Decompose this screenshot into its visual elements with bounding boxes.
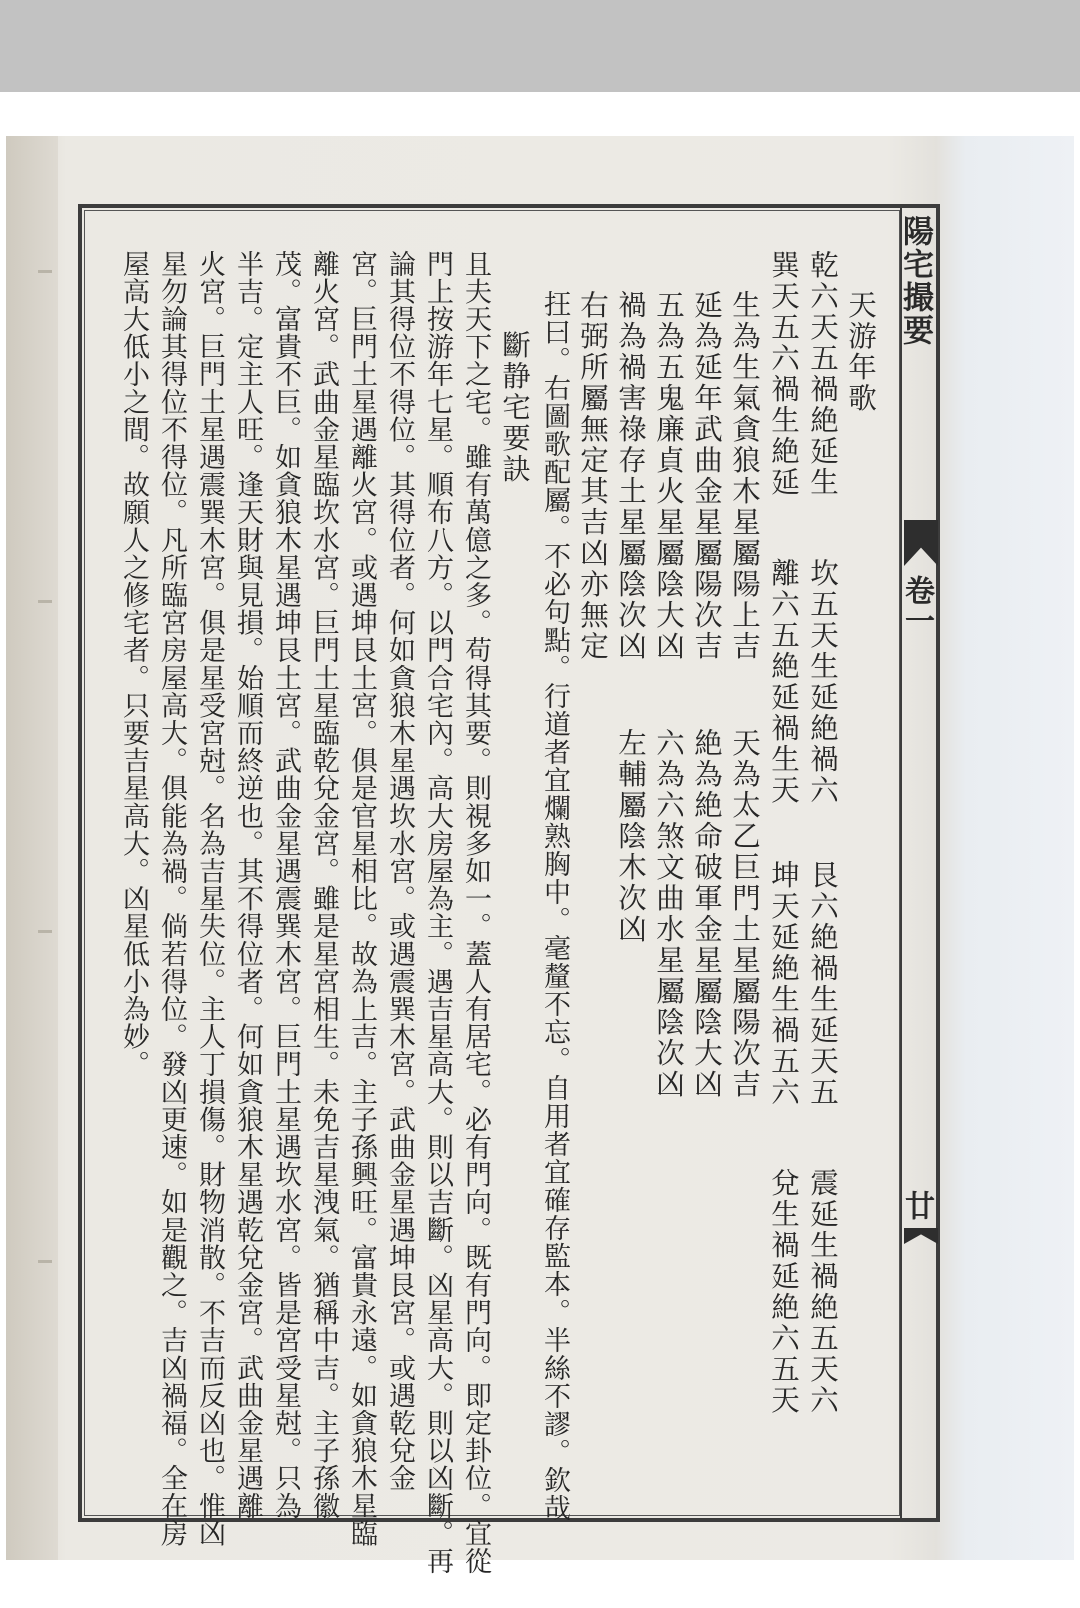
body-text-column: 屋高大低小之間。故願人之修宅者。只要吉星高大。凶星低小為妙。: [118, 250, 149, 1078]
table-cell: 離六五絶延禍生天: [767, 558, 800, 806]
text-line: 右弼所屬無定其吉凶亦無定: [576, 290, 609, 662]
table-cell: 震延生禍絶五天六: [806, 1168, 839, 1416]
section-heading: 斷静宅要訣: [498, 330, 531, 485]
table-cell: 巽天五六禍生絶延: [767, 250, 800, 498]
binding-stitch: [38, 600, 52, 603]
binding-stitch: [38, 1260, 52, 1263]
table-cell: 坎五天生延絶禍六: [806, 558, 839, 806]
body-text-column: 且夫天下之宅。雖有萬億之多。苟得其要。則視多如一。蓋人有居宅。必有門向。既有門向。即定卦位。宜從: [460, 250, 491, 1575]
text-line: 左輔屬陰木次凶: [614, 728, 647, 945]
body-text-column: 火宮。巨門土星遇震巽木宮。俱是星受宮尅。名為吉星失位。主人丁損傷。財物消散。不吉而反凶也。惟凶: [194, 250, 225, 1548]
body-text-column: 星勿論其得位不得位。凡所臨宮房屋高大。俱能為禍。倘若得位。發凶更速。如是觀之。吉凶禍福。全在房: [156, 250, 187, 1548]
text-line: 天為太乙巨門土星屬陽次吉: [728, 728, 761, 1100]
binding-spine: [6, 136, 58, 1560]
body-text-column: 宮。巨門土星遇離火宮。或遇坤艮土宮。俱是官星相比。故為上吉。主子孫興旺。富貴永遠。如貪狼木星臨: [346, 250, 377, 1548]
text-line: 禍為禍害祿存土星屬陰次凶: [614, 290, 647, 662]
table-cell: 乾六天五禍絶延生: [806, 250, 839, 498]
binding-stitch: [38, 270, 52, 273]
table-cell: 艮六絶禍生延天五: [806, 860, 839, 1108]
top-gray-band: [0, 0, 1080, 92]
text-line: 絶為絶命破軍金星屬陰大凶: [690, 728, 723, 1100]
juan-number: 卷一: [899, 575, 934, 635]
body-text-column: 茂。富貴不巨。如貪狼木星遇坤艮土宮。武曲金星遇震巽木宮。巨門土星遇坎水宮。皆是宮受星尅。只為: [270, 250, 301, 1520]
body-text-column: 論其得位不得位。其得位者。何如貪狼木星遇坎水宮。或遇震巽木宮。武曲金星遇坤艮宮。或遇乾兌金: [384, 250, 415, 1492]
folio-number: 廿: [899, 1190, 934, 1220]
body-text-column: 門上按游年七星。順布八方。以門合宅內。高大房屋為主。遇吉星高大。則以吉斷。凶星高大。則以凶斷。再: [422, 250, 453, 1575]
table-cell: 兌生禍延絶六五天: [767, 1168, 800, 1416]
body-text-column: 半吉。定主人旺。逢天財與見損。始順而終逆也。其不得位者。何如貪狼木星遇乾兌金宮。武曲金星遇離: [232, 250, 263, 1520]
text-line: 生為生氣貪狼木星屬陽上吉: [728, 290, 761, 662]
text-line: 延為延年武曲金星屬陽次吉: [690, 290, 723, 662]
banxin-margin: [897, 204, 940, 1522]
table-cell: 坤天延絶生禍五六: [767, 860, 800, 1108]
text-line: 五為五鬼廉貞火星屬陰大凶: [652, 290, 685, 662]
body-text-column: 離火宮。武曲金星臨坎水宮。巨門土星臨乾兌金宮。雖是星宮相生。未免吉星洩氣。猶稱中吉。主子孫徽: [308, 250, 339, 1520]
book-title: 陽宅撮要: [897, 215, 933, 347]
section-heading: 天游年歌: [844, 290, 877, 414]
text-line: 六為六煞文曲水星屬陰次凶: [652, 728, 685, 1100]
binding-stitch: [38, 930, 52, 933]
note-paragraph: 抂曰。右圖歌配屬。不必句點。行道者宜爛熟胸中。毫釐不忘。自用者宜確存監本。半絲不謬。欽哉: [539, 290, 570, 1522]
